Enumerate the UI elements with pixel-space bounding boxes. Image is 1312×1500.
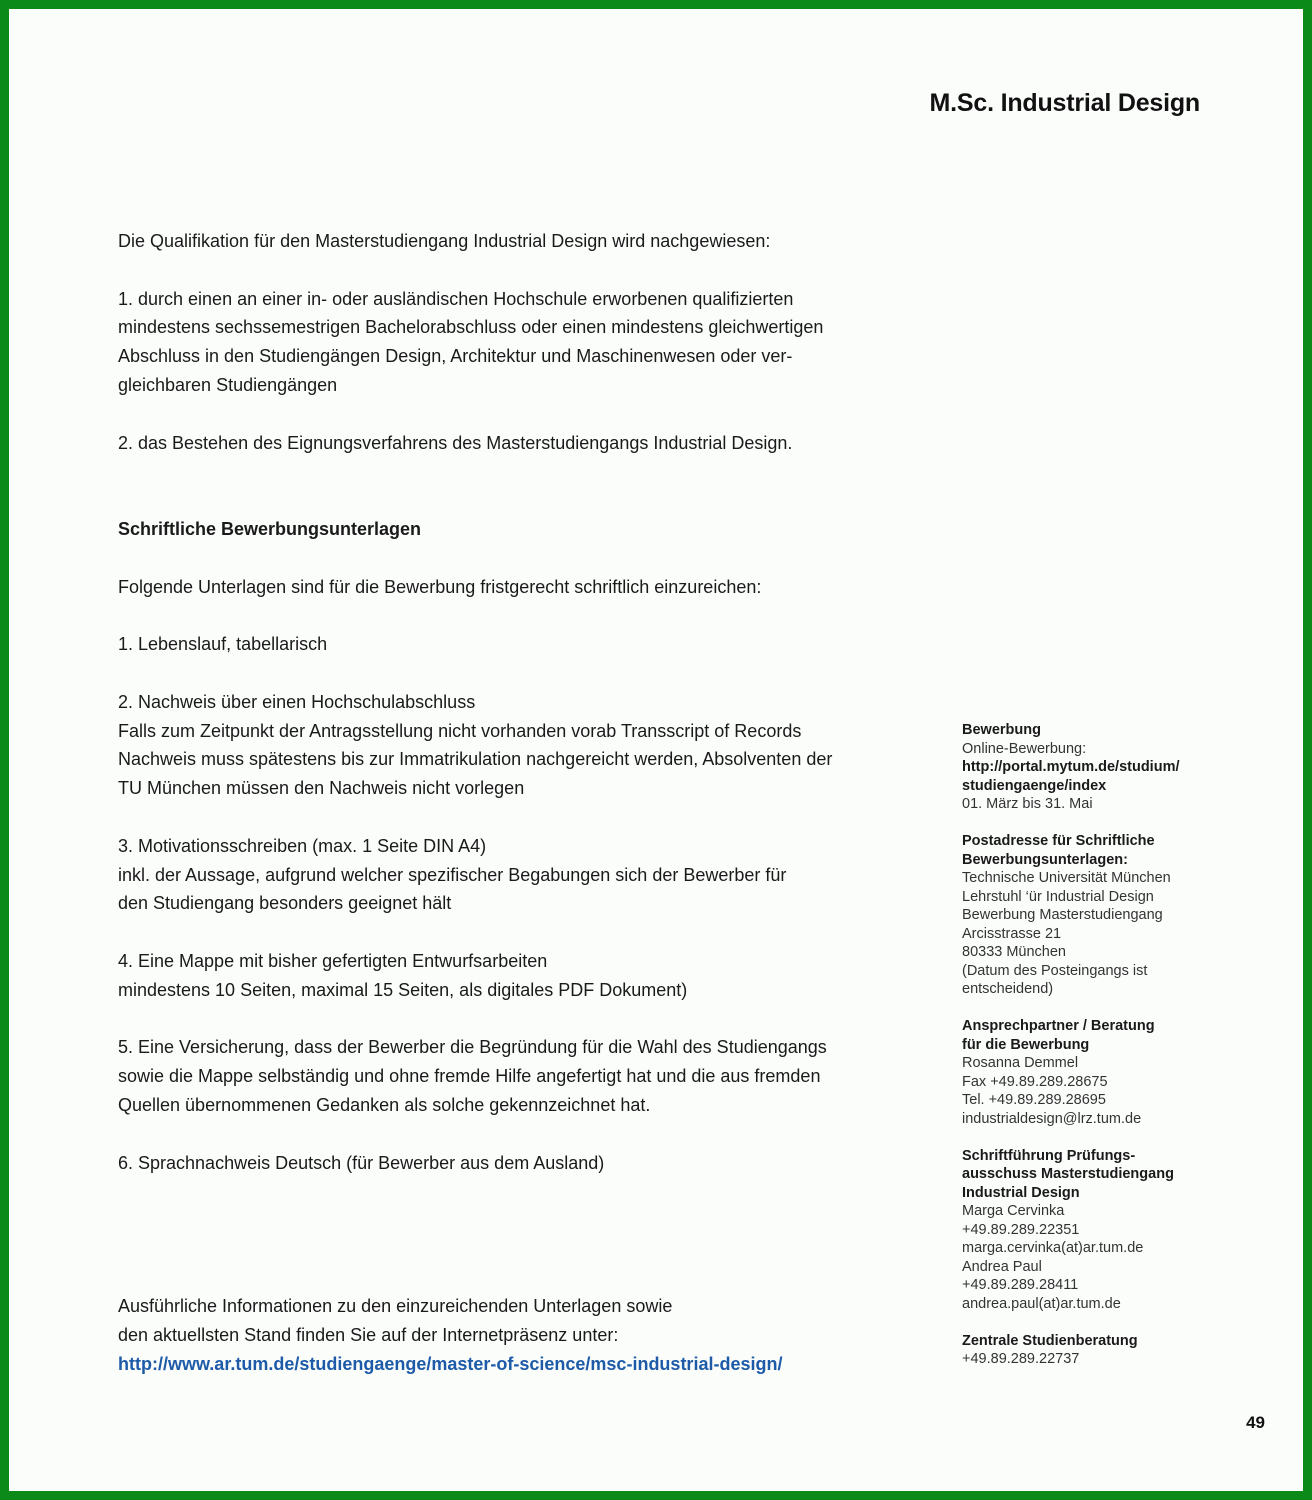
- address-line: (Datum des Posteingangs ist: [962, 962, 1148, 979]
- qualification-2: 2. das Bestehen des Eignungsverfahrens des Masterstudiengangs Industrial Design.: [118, 432, 793, 453]
- bewerbung-heading: Bewerbung: [962, 722, 1041, 738]
- post-heading-continued: Bewerbungsunterlagen:: [962, 851, 1128, 868]
- document-item-2: [118, 688, 928, 803]
- exam-contact-name: Marga Cervinka: [962, 1203, 1065, 1219]
- qual1-line: 1. durch einen an einer in- oder ausländischen Hochschule erworbenen qualifizierten: [118, 288, 794, 309]
- exam-contact-phone: +49.89.289.28411: [962, 1277, 1079, 1293]
- document-item-1: 1. Lebenslauf, tabellarisch: [118, 634, 328, 655]
- contact-fax: Fax +49.89.289.28675: [962, 1073, 1108, 1090]
- document-item-6: 6. Sprachnachweis Deutsch (für Bewerber aus dem Ausland): [118, 1152, 605, 1173]
- post-heading: Postadresse für Schriftliche: [962, 833, 1155, 849]
- exam-contact-phone: +49.89.289.22351: [962, 1221, 1080, 1238]
- address-line: Arcisstrasse 21: [962, 925, 1062, 942]
- doc3-line: den Studiengang besonders geeignet hält: [118, 893, 452, 914]
- address-line: Technische Universität München: [962, 870, 1171, 886]
- portal-link-continued[interactable]: studiengaenge/index: [962, 777, 1107, 794]
- sidebar-postadresse: [962, 832, 1222, 999]
- document-page: [9, 9, 1303, 1491]
- doc4-line: mindestens 10 Seiten, maximal 15 Seiten, als digitales PDF Dokument): [118, 979, 688, 1000]
- exam-contact-email[interactable]: marga.cervinka(at)ar.tum.de: [962, 1240, 1144, 1256]
- online-bewerbung-label: Online-Bewerbung:: [962, 740, 1087, 757]
- qualification-1: [118, 285, 928, 400]
- exam-heading: Schriftführung Prüfungs-: [962, 1147, 1136, 1164]
- page-number: 49: [1246, 1413, 1265, 1432]
- page-title: M.Sc. Industrial Design: [929, 89, 1200, 117]
- document-item-4: [118, 947, 928, 1005]
- document-item-5: [118, 1033, 928, 1119]
- closing-paragraph: [118, 1292, 928, 1378]
- closing-line: den aktuellsten Stand finden Sie auf der Internetpräsenz unter:: [118, 1325, 619, 1346]
- intro-paragraph: Die Qualifikation für den Masterstudiengang Industrial Design wird nachgewiesen:: [118, 231, 771, 251]
- contact-name: Rosanna Demmel: [962, 1055, 1079, 1071]
- exam-heading-continued: Industrial Design: [962, 1184, 1080, 1201]
- main-text: [118, 227, 928, 1379]
- section-heading: Schriftliche Bewerbungsunterlagen: [118, 518, 422, 539]
- doc4-line: 4. Eine Mappe mit bisher gefertigten Entwurfsarbeiten: [118, 950, 548, 971]
- doc2-line: 2. Nachweis über einen Hochschulabschluss: [118, 691, 476, 712]
- qual1-line: Abschluss in den Studiengängen Design, Architektur und Maschinenwesen oder ver-: [118, 346, 793, 367]
- sidebar-ansprechpartner: [962, 1017, 1222, 1128]
- sidebar-pruefungsausschuss: [962, 1147, 1222, 1314]
- contact-heading-continued: für die Bewerbung: [962, 1036, 1090, 1053]
- doc5-line: Quellen übernommenen Gedanken als solche gekennzeichnet hat.: [118, 1094, 651, 1115]
- studienberatung-phone: +49.89.289.22737: [962, 1351, 1080, 1367]
- exam-contact-email[interactable]: andrea.paul(at)ar.tum.de: [962, 1295, 1121, 1312]
- address-line: Lehrstuhl ‘ür Industrial Design: [962, 888, 1154, 905]
- doc5-line: 5. Eine Versicherung, dass der Bewerber die Begründung für die Wahl des Studiengangs: [118, 1037, 827, 1058]
- sidebar-contacts: [962, 721, 1222, 1387]
- contact-phone: Tel. +49.89.289.28695: [962, 1092, 1106, 1108]
- doc2-line: Nachweis muss spätestens bis zur Immatrikulation nachgereicht werden, Absolventen der: [118, 749, 833, 770]
- closing-line: Ausführliche Informationen zu den einzureichenden Unterlagen sowie: [118, 1296, 673, 1317]
- sidebar-studienberatung: [962, 1332, 1222, 1369]
- document-item-3: [118, 832, 928, 918]
- doc3-line: inkl. der Aussage, aufgrund welcher spezifischer Begabungen sich der Bewerber für: [118, 864, 787, 885]
- address-line: Bewerbung Masterstudiengang: [962, 907, 1163, 923]
- sidebar-bewerbung: [962, 721, 1222, 814]
- application-dates: 01. März bis 31. Mai: [962, 796, 1093, 812]
- doc3-line: 3. Motivationsschreiben (max. 1 Seite DIN A4): [118, 835, 487, 856]
- qual1-line: mindestens sechssemestrigen Bachelorabschluss oder einen mindestens gleichwertigen: [118, 317, 824, 338]
- exam-heading-continued: ausschuss Masterstudiengang: [962, 1166, 1174, 1182]
- section-intro: Folgende Unterlagen sind für die Bewerbung fristgerecht schriftlich einzureichen:: [118, 576, 762, 597]
- doc2-line: TU München müssen den Nachweis nicht vorlegen: [118, 778, 525, 799]
- portal-link[interactable]: http://portal.mytum.de/studium/: [962, 759, 1180, 775]
- address-line: entscheidend): [962, 981, 1054, 997]
- contact-heading: Ansprechpartner / Beratung: [962, 1018, 1155, 1034]
- qual1-line: gleichbaren Studiengängen: [118, 374, 338, 395]
- doc5-line: sowie die Mappe selbständig und ohne fremde Hilfe angefertigt hat und die aus fremden: [118, 1066, 821, 1087]
- studienberatung-heading: Zentrale Studienberatung: [962, 1332, 1138, 1349]
- exam-contact-name: Andrea Paul: [962, 1258, 1042, 1275]
- program-website-link[interactable]: http://www.ar.tum.de/studiengaenge/master-of-science/msc-industrial-design/: [118, 1354, 783, 1375]
- address-line: 80333 München: [962, 944, 1066, 960]
- doc2-line: Falls zum Zeitpunkt der Antragsstellung nicht vorhanden vorab Transscript of Records: [118, 720, 802, 741]
- contact-email[interactable]: industrialdesign@lrz.tum.de: [962, 1110, 1142, 1127]
